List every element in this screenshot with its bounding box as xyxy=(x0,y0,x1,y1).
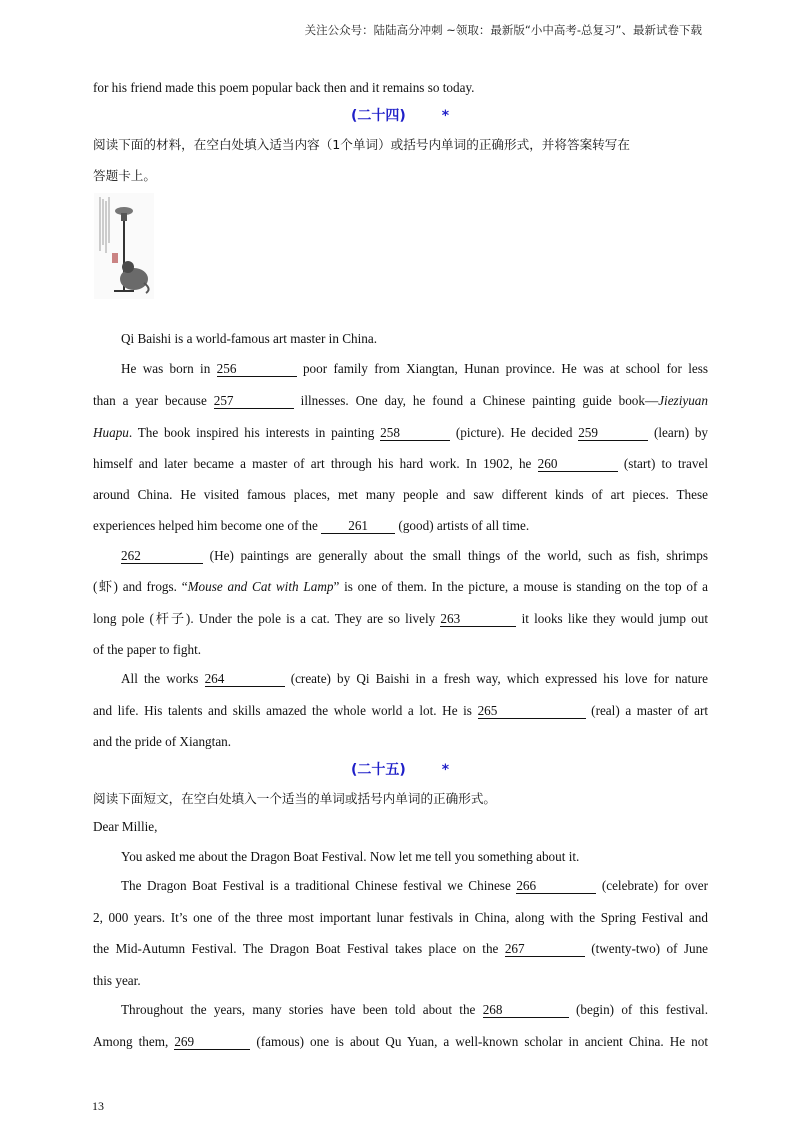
text-line: The Dragon Boat Festival is a traditional Chinese festival we Chinese 266 (celebrate) for over xyxy=(121,878,709,893)
text-line: experiences helped him become one of the 261 (good) artists of all time. xyxy=(93,518,530,533)
blank-256[interactable]: 256 xyxy=(217,362,297,377)
text-line: around China. He visited famous places, met many people and saw different kinds of art pieces. These xyxy=(93,487,708,502)
section-24-title-text: (二十四) xyxy=(350,108,406,124)
blank-266[interactable]: 266 xyxy=(516,879,596,894)
text-line: the Mid-Autumn Festival. The Dragon Boat Festival takes place on the 267 (twenty-two) of June xyxy=(93,941,709,956)
blank-264[interactable]: 264 xyxy=(205,672,285,687)
text-line: (虾) and frogs. “Mouse and Cat with Lamp” is one of them. In the picture, a mouse is standing on the top of a xyxy=(93,579,708,594)
blank-261[interactable]: 261 xyxy=(321,519,395,534)
text-line: himself and later became a master of art through his hard work. In 1902, he 260 (start) to travel xyxy=(93,456,709,471)
text-line: long pole (杆子). Under the pole is a cat. They are so lively 263 it looks like they would jump out xyxy=(93,611,708,626)
text-line: Among them, 269 (famous) one is about Qu Yuan, a well-known scholar in ancient China. He not xyxy=(93,1034,708,1049)
continued-text-line: for his friend made this poem popular back then and it remains so today. xyxy=(93,80,475,95)
letter-greeting: Dear Millie, xyxy=(93,819,158,834)
blank-269[interactable]: 269 xyxy=(174,1035,250,1050)
text-line: He was born in 256 poor family from Xiangtan, Hunan province. He was at school for less xyxy=(121,361,708,376)
text-line: and life. His talents and skills amazed the whole world a lot. He is 265 (real) a master of art xyxy=(93,703,709,718)
mouse-and-cat-painting-image xyxy=(94,193,154,299)
text-line: 2, 000 years. It’s one of the three most important lunar festivals in China, along with the Spring Festival and xyxy=(93,910,708,925)
section-25-title xyxy=(0,759,800,779)
section-24-title xyxy=(0,105,800,125)
section-24-instruction-1: 阅读下面的材料，在空白处填入适当内容（1个单词）或括号内单词的正确形式，并将答案转写在 xyxy=(93,137,630,152)
section-24-instruction-2: 答题卡上。 xyxy=(93,168,156,183)
text-line: this year. xyxy=(93,973,141,988)
blank-262[interactable]: 262 xyxy=(121,549,203,564)
blank-263[interactable]: 263 xyxy=(440,612,516,627)
text-line: than a year because 257 illnesses. One day, he found a Chinese painting guide book—Jieziyuan xyxy=(93,393,708,408)
text-line: Huapu. The book inspired his interests in painting 258 (picture). He decided 259 (learn) by xyxy=(93,425,709,440)
section-25-star: * xyxy=(441,762,450,778)
text-line: You asked me about the Dragon Boat Festival. Now let me tell you something about it. xyxy=(121,849,580,864)
text-line: Throughout the years, many stories have been told about the 268 (begin) of this festival. xyxy=(121,1002,709,1017)
page-header: 关注公众号：陆陆高分冲刺 ~领取：最新版“小中高考-总复习”、最新试卷下载 xyxy=(304,23,702,37)
blank-265[interactable]: 265 xyxy=(478,704,586,719)
section-24-star: * xyxy=(441,108,450,124)
section-25-title-text: (二十五) xyxy=(350,762,406,778)
section-25-instruction: 阅读下面短文，在空白处填入一个适当的单词或括号内单词的正确形式。 xyxy=(93,791,496,806)
blank-259[interactable]: 259 xyxy=(578,426,648,441)
text-line: 262 (He) paintings are generally about the small things of the world, such as fish, shrimps xyxy=(121,548,708,563)
text-line: and the pride of Xiangtan. xyxy=(93,734,232,749)
page-number: 13 xyxy=(92,1099,104,1113)
text-line: of the paper to fight. xyxy=(93,642,202,657)
blank-267[interactable]: 267 xyxy=(505,942,585,957)
blank-260[interactable]: 260 xyxy=(538,457,618,472)
blank-258[interactable]: 258 xyxy=(380,426,450,441)
blank-257[interactable]: 257 xyxy=(214,394,294,409)
paragraph-intro: Qi Baishi is a world-famous art master in China. xyxy=(121,331,378,346)
blank-268[interactable]: 268 xyxy=(483,1003,569,1018)
text-line: All the works 264 (create) by Qi Baishi in a fresh way, which expressed his love for nature xyxy=(121,671,709,686)
